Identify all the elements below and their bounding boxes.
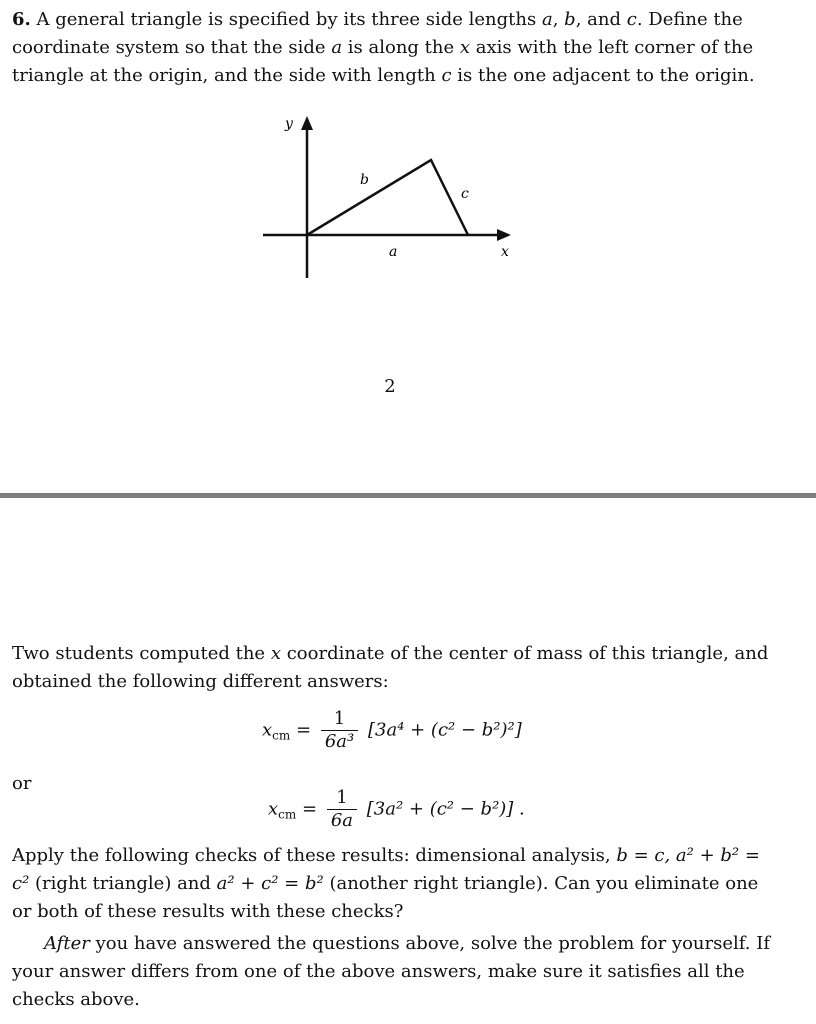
or-text: or xyxy=(12,773,32,794)
label-a: a xyxy=(389,244,398,260)
problem-text-2: . Define the coordinate system so that the side xyxy=(12,9,743,58)
apply-text-2: (right triangle) and xyxy=(35,873,211,894)
eq1-fraction xyxy=(321,708,358,753)
x-axis-arrow-icon xyxy=(497,229,511,241)
problem-text-4: axis with the left corner of the triangle at the origin, and the side with length xyxy=(12,37,754,86)
var-a: a xyxy=(541,9,553,30)
after-emphasis: After xyxy=(44,933,90,954)
eq2-lhs-sub: cm xyxy=(278,807,297,822)
equation-2 xyxy=(268,787,525,832)
label-c: c xyxy=(461,186,469,202)
eq1-lhs-sub: cm xyxy=(272,728,291,743)
var-a-2: a xyxy=(331,37,343,58)
eq2-lhs: x xyxy=(268,798,279,820)
problem-text-1: A general triangle is specified by its three side lengths xyxy=(36,9,537,30)
triangle xyxy=(307,160,468,235)
sep-2: , and xyxy=(575,9,621,30)
apply-cond-1: b = c, a² + b² = c² xyxy=(12,845,760,894)
var-x: x xyxy=(459,37,471,58)
eq1-equals: = xyxy=(296,719,312,741)
eq1-rhs: [3a⁴ + (c² − b²)²] xyxy=(367,719,522,741)
intro-text-1: Two students computed the xyxy=(12,643,266,664)
apply-cond-2: a² + c² = b² xyxy=(216,873,324,894)
page-divider xyxy=(0,493,816,498)
intro-text-2: coordinate of the center of mass of this triangle, and obtained the following different answers: xyxy=(12,643,769,692)
checks-paragraph xyxy=(12,842,772,926)
apply-text-3: (another right triangle). Can you eliminate one or both of these results with these checks? xyxy=(12,873,759,922)
problem-text-3: is along the xyxy=(347,37,455,58)
label-x: x xyxy=(501,244,509,260)
var-c-2: c xyxy=(441,65,452,86)
apply-text-1: Apply the following checks of these results: dimensional analysis, xyxy=(12,845,611,866)
problem-text-5: is the one adjacent to the origin. xyxy=(457,65,755,86)
triangle-figure xyxy=(255,110,525,290)
page-number: 2 xyxy=(384,376,396,397)
eq2-numerator: 1 xyxy=(327,787,357,810)
eq1-denominator: 6a³ xyxy=(324,731,355,752)
intro-var-x: x xyxy=(270,643,281,664)
eq2-rhs: [3a² + (c² − b²)] . xyxy=(366,798,525,820)
y-axis-arrow-icon xyxy=(301,116,313,130)
problem-number: 6. xyxy=(12,9,31,30)
after-text: you have answered the questions above, solve the problem for yourself. If your answer differs from one of the above answers, make sure it satisfies all the checks above. xyxy=(12,933,770,1010)
equation-1 xyxy=(262,708,522,753)
sep-1: , xyxy=(552,9,559,30)
var-c: c xyxy=(626,9,637,30)
label-b: b xyxy=(360,172,369,188)
var-b: b xyxy=(564,9,576,30)
eq2-denominator: 6a xyxy=(330,810,354,831)
eq2-fraction xyxy=(327,787,357,832)
eq1-lhs: x xyxy=(262,719,273,741)
label-y: y xyxy=(285,116,293,132)
eq2-equals: = xyxy=(302,798,318,820)
intro-paragraph xyxy=(12,640,772,696)
problem-statement xyxy=(12,6,772,90)
after-paragraph xyxy=(12,930,772,1014)
eq1-numerator: 1 xyxy=(321,708,358,731)
